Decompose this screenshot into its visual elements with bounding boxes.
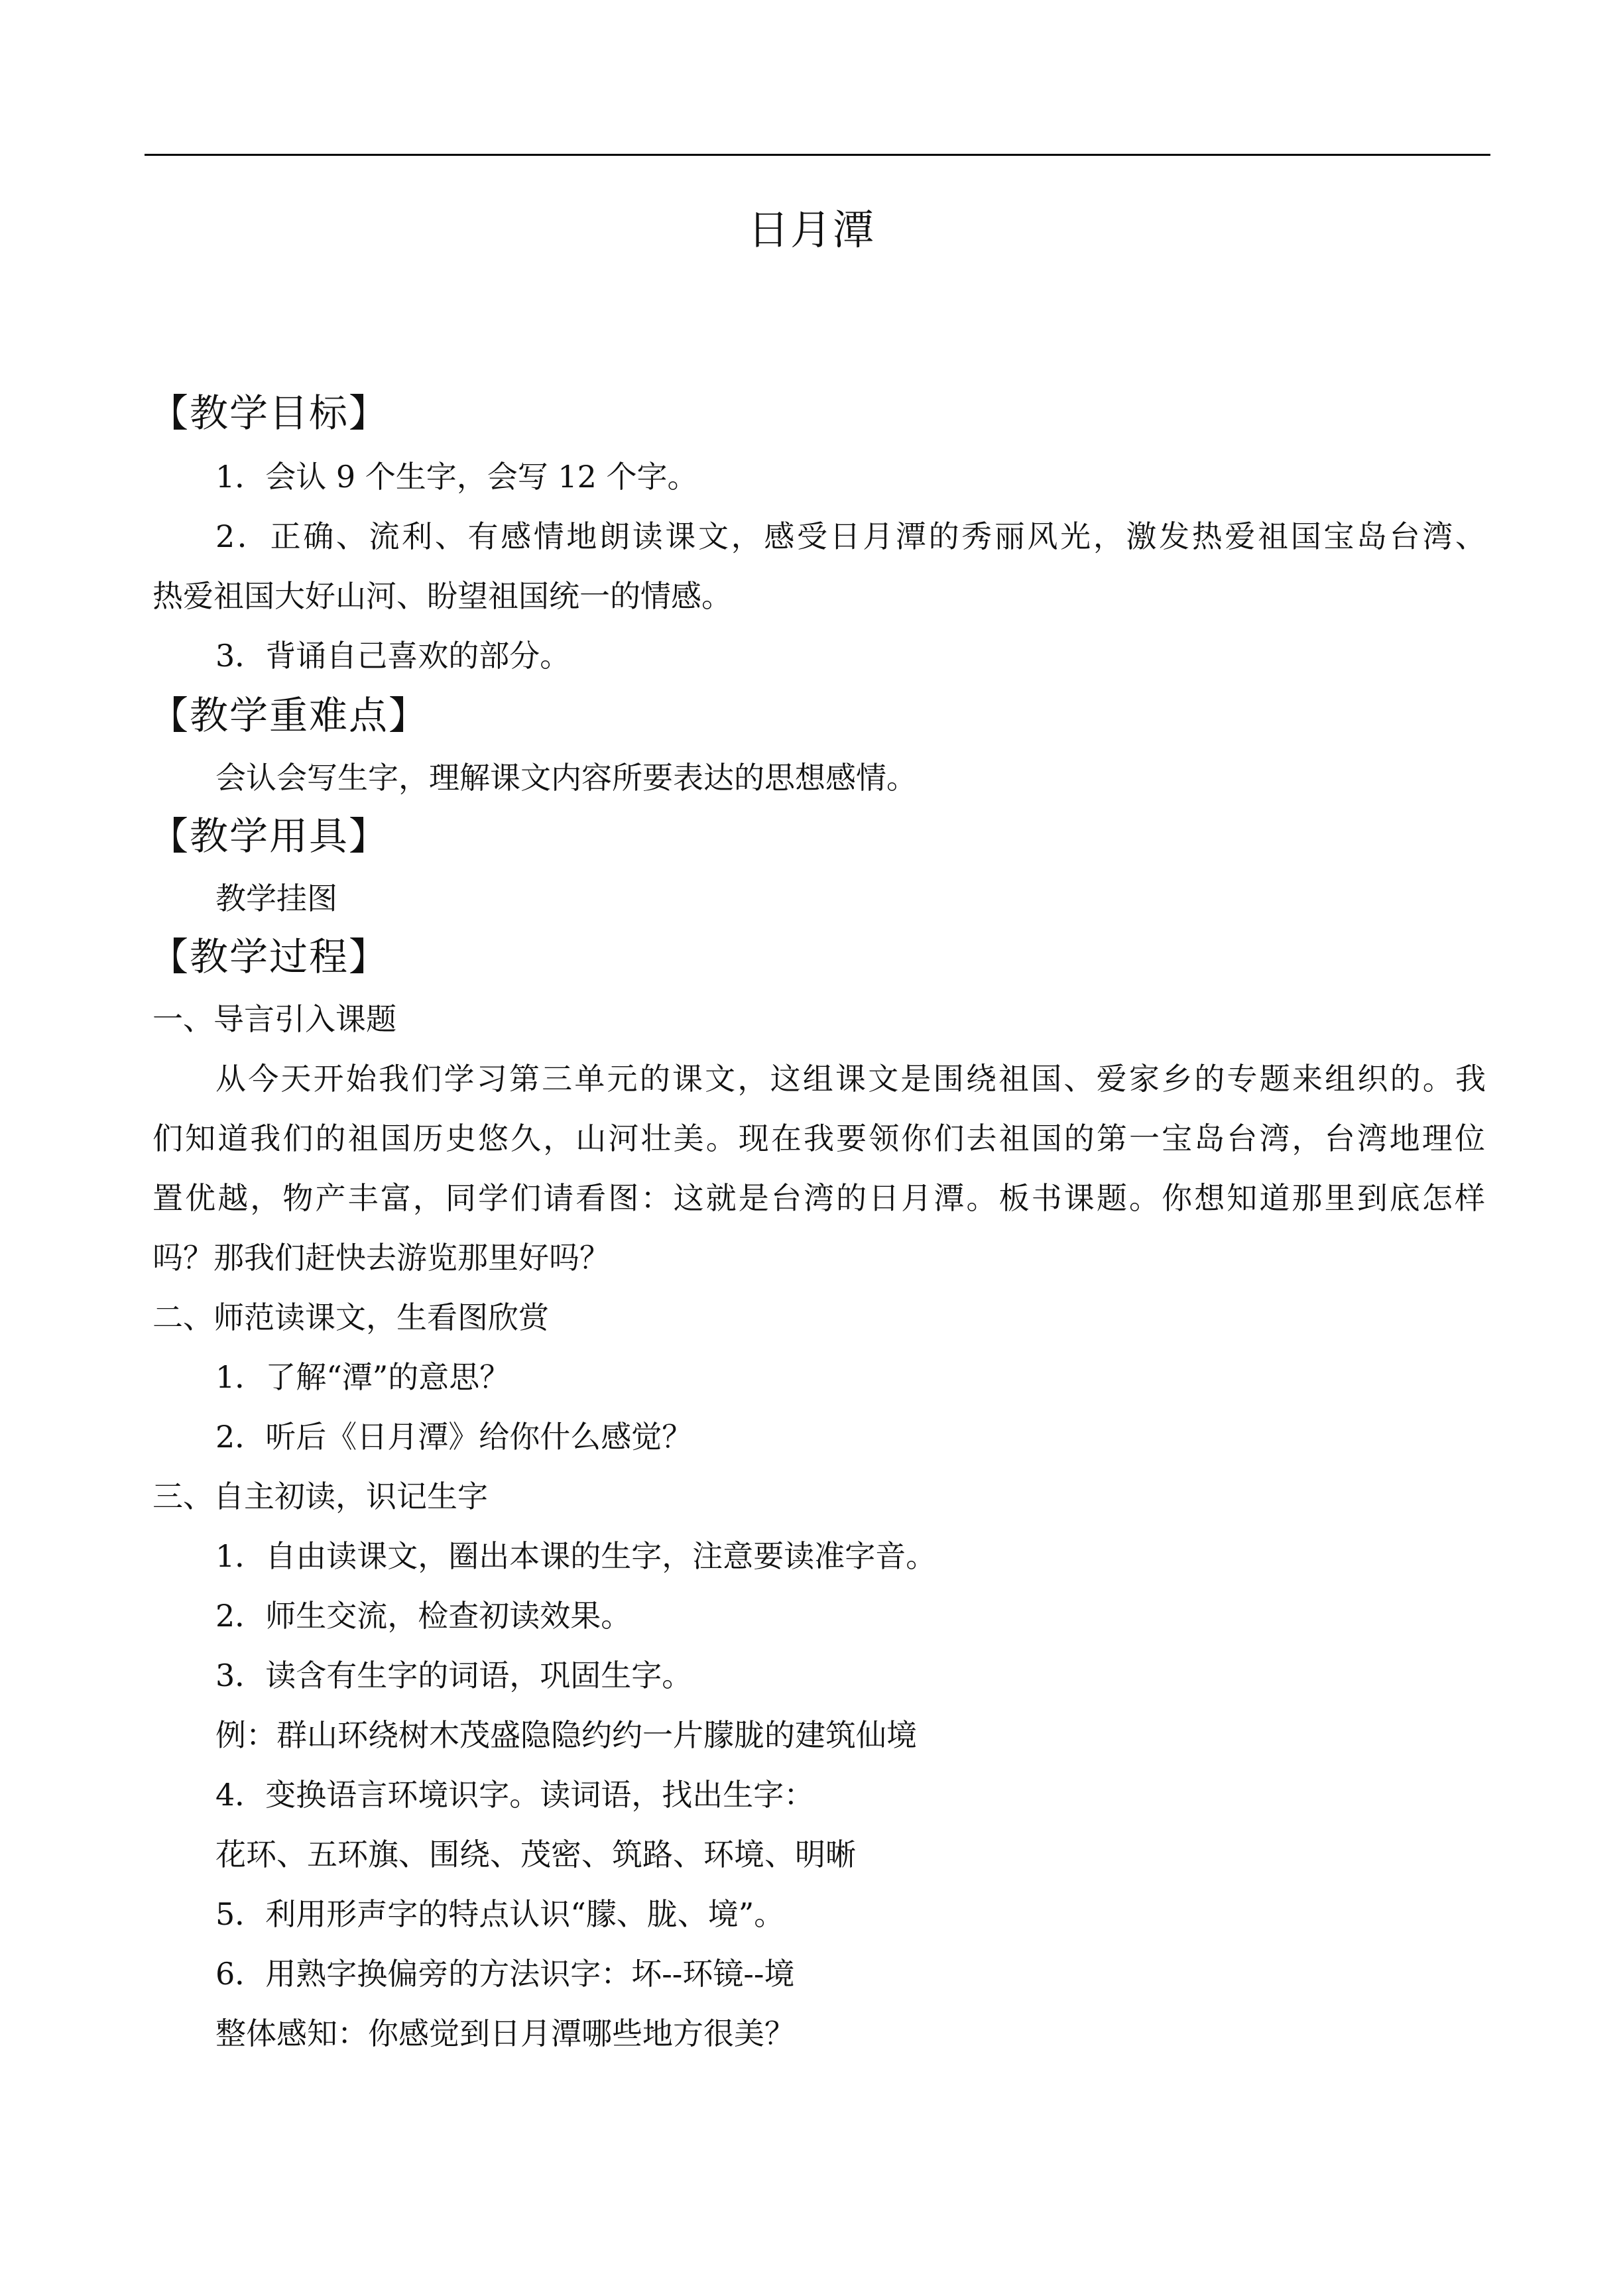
heading-teaching-goals: 【教学目标】	[150, 391, 389, 436]
step-1-paragraph-line-4: 吗？那我们赶快去游览那里好吗？	[152, 1240, 610, 1276]
step-3-title: 三、自主初读，识记生字	[152, 1479, 488, 1514]
header-rule	[145, 154, 1490, 156]
step-1-paragraph-line-2: 们知道我们的祖国历史悠久，山河壮美。现在我要领你们去祖国的第一宝岛台湾，台湾地理位	[152, 1120, 1485, 1156]
goal-item-1: 1．会认 9 个生字，会写 12 个字。	[215, 459, 698, 495]
step-1-paragraph-line-3: 置优越，物产丰富，同学们请看图：这就是台湾的日月潭。板书课题。你想知道那里到底怎样	[152, 1180, 1485, 1216]
step-2-item-2: 2．听后《日月潭》给你什么感觉？	[215, 1419, 693, 1455]
step-3-words: 花环、五环旗、围绕、茂密、筑路、环境、明晰	[215, 1837, 856, 1872]
goal-item-2-line-1: 2．正确、流利、有感情地朗读课文，感受日月潭的秀丽风光，激发热爱祖国宝岛台湾、	[215, 518, 1486, 554]
step-3-item-1: 1．自由读课文，圈出本课的生字，注意要读准字音。	[215, 1538, 937, 1574]
step-2-item-1: 1．了解“潭”的意思？	[215, 1359, 511, 1395]
step-1-title: 一、导言引入课题	[152, 1001, 396, 1037]
step-3-overall-perception: 整体感知：你感觉到日月潭哪些地方很美？	[215, 2016, 795, 2051]
teaching-tools-text: 教学挂图	[215, 880, 337, 916]
step-3-item-5: 5．利用形声字的特点认识“朦、胧、境”。	[215, 1896, 785, 1932]
goal-item-2-line-2: 热爱祖国大好山河、盼望祖国统一的情感。	[152, 578, 732, 614]
step-3-example: 例：群山环绕树木茂盛隐隐约约一片朦胧的建筑仙境	[215, 1717, 917, 1753]
heading-teaching-tools: 【教学用具】	[150, 814, 389, 859]
step-1-paragraph-line-1: 从今天开始我们学习第三单元的课文，这组课文是围绕祖国、爱家乡的专题来组织的。我	[215, 1061, 1486, 1097]
goal-item-3: 3．背诵自己喜欢的部分。	[215, 638, 571, 674]
step-3-item-6: 6．用熟字换偏旁的方法识字：坏--环镜--境	[215, 1956, 795, 1992]
step-2-title: 二、师范读课文，生看图欣赏	[152, 1299, 549, 1335]
key-points-text: 会认会写生字，理解课文内容所要表达的思想感情。	[215, 760, 917, 796]
heading-key-points: 【教学重难点】	[150, 693, 429, 738]
step-3-item-2: 2．师生交流，检查初读效果。	[215, 1598, 632, 1634]
document-title: 日月潭	[747, 206, 875, 254]
step-3-item-4: 4．变换语言环境识字。读词语，找出生字：	[215, 1777, 815, 1813]
step-3-item-3: 3．读含有生字的词语，巩固生字。	[215, 1658, 693, 1693]
heading-teaching-process: 【教学过程】	[150, 934, 389, 979]
